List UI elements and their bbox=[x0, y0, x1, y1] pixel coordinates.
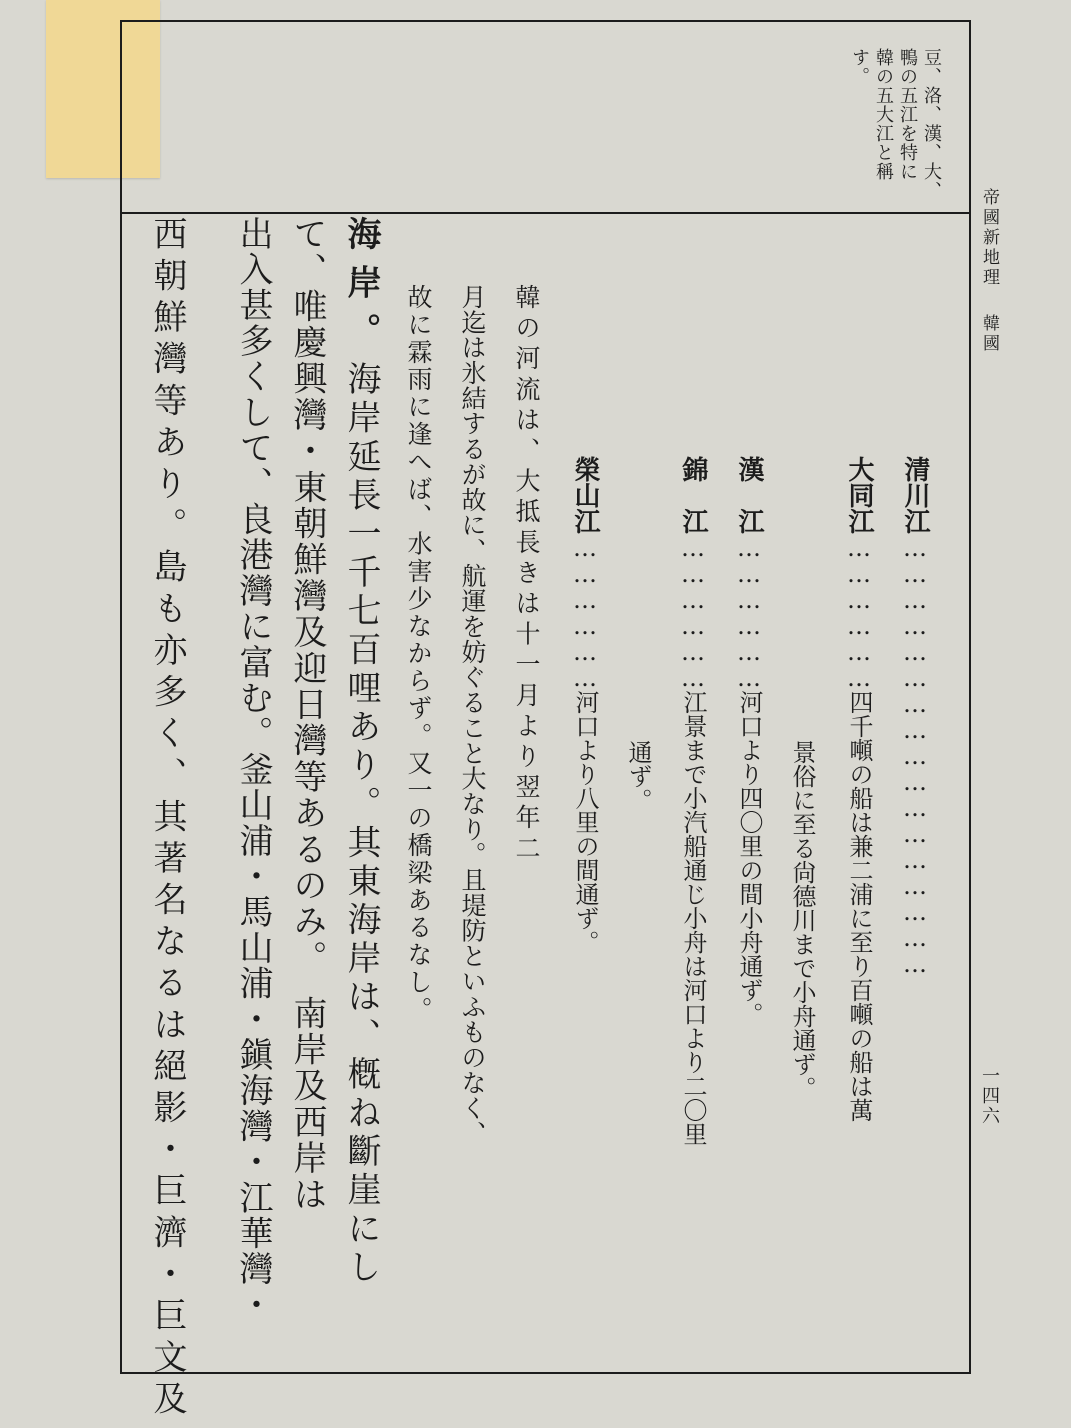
coast-line-3: 出入甚多くして、良港灣に富む。釜山浦・馬山浦・鎭海灣・江華灣・ bbox=[233, 216, 273, 1323]
book-title: 帝國新地理 bbox=[979, 188, 999, 288]
leader-dots: ……………… bbox=[735, 534, 763, 690]
coast-line-1 bbox=[341, 216, 381, 1288]
leader-dots: ……………… bbox=[845, 534, 873, 690]
river-paragraph-line-2: 月迄は氷結するが故に、航運を妨ぐること大なり。且堤防といふものなく、 bbox=[458, 284, 487, 1146]
river-text: 江景まで小汽船通じ小舟は河口より二〇里 bbox=[679, 690, 707, 1146]
leader-dots: ……………… bbox=[571, 534, 599, 690]
river-text: 四千噸の船は兼二浦に至り百噸の船は萬 bbox=[845, 690, 873, 1122]
river-name: 大同江 bbox=[844, 456, 874, 534]
river-entry-geum-cont: 通ず。 bbox=[624, 740, 652, 812]
river-paragraph-line-1: 韓の河流は、大抵長きは十一月より翌年二 bbox=[512, 284, 541, 866]
river-name: 榮山江 bbox=[570, 456, 600, 534]
page-number: 一四六 bbox=[979, 1066, 1000, 1126]
coast-text: 海岸延長一千七百哩あり。其東海岸は、槪ね斷崖にし bbox=[341, 361, 381, 1288]
leader-dots: …………………………………………… bbox=[901, 534, 929, 976]
coast-heading: 海岸。 bbox=[341, 216, 381, 362]
leader-dots: ……………… bbox=[679, 534, 707, 690]
river-name: 清川江 bbox=[900, 456, 930, 534]
coast-line-4: 西朝鮮灣等あり。島も亦多く、其著名なるは絕影・巨濟・巨文及 bbox=[147, 216, 187, 1423]
header-divider bbox=[120, 212, 971, 214]
river-entry-geum bbox=[680, 456, 706, 1146]
side-note-line-4: す。 bbox=[849, 48, 870, 86]
side-note-line-1: 豆、洛、漢、大、 bbox=[921, 48, 942, 200]
coast-line-2: て、唯慶興灣・東朝鮮灣及迎日灣等あるのみ。 南岸及西岸は bbox=[287, 216, 327, 1213]
side-note-line-3: 韓の五大江と稱 bbox=[873, 48, 894, 181]
river-entry-daedong bbox=[846, 456, 872, 1122]
river-name: 錦 江 bbox=[678, 456, 708, 534]
river-entry-han bbox=[736, 456, 762, 1026]
section-title: 韓國 bbox=[979, 314, 999, 354]
river-entry-yeongsan bbox=[572, 456, 598, 954]
river-entry-cheongcheon bbox=[902, 456, 928, 976]
river-paragraph-line-3: 故に霖雨に逢へば、水害少なからず。又一の橋梁あるなし。 bbox=[404, 284, 433, 1024]
river-entry-daedong-cont: 景俗に至る尙德川まで小舟通ず。 bbox=[788, 740, 816, 1100]
river-text: 河口より四〇里の間小舟通ず。 bbox=[735, 690, 763, 1026]
river-text: 河口より八里の間通ず。 bbox=[571, 690, 599, 954]
river-name: 漢 江 bbox=[734, 456, 764, 534]
running-header bbox=[980, 188, 997, 354]
side-note-line-2: 鴨の五江を特に bbox=[897, 48, 918, 181]
